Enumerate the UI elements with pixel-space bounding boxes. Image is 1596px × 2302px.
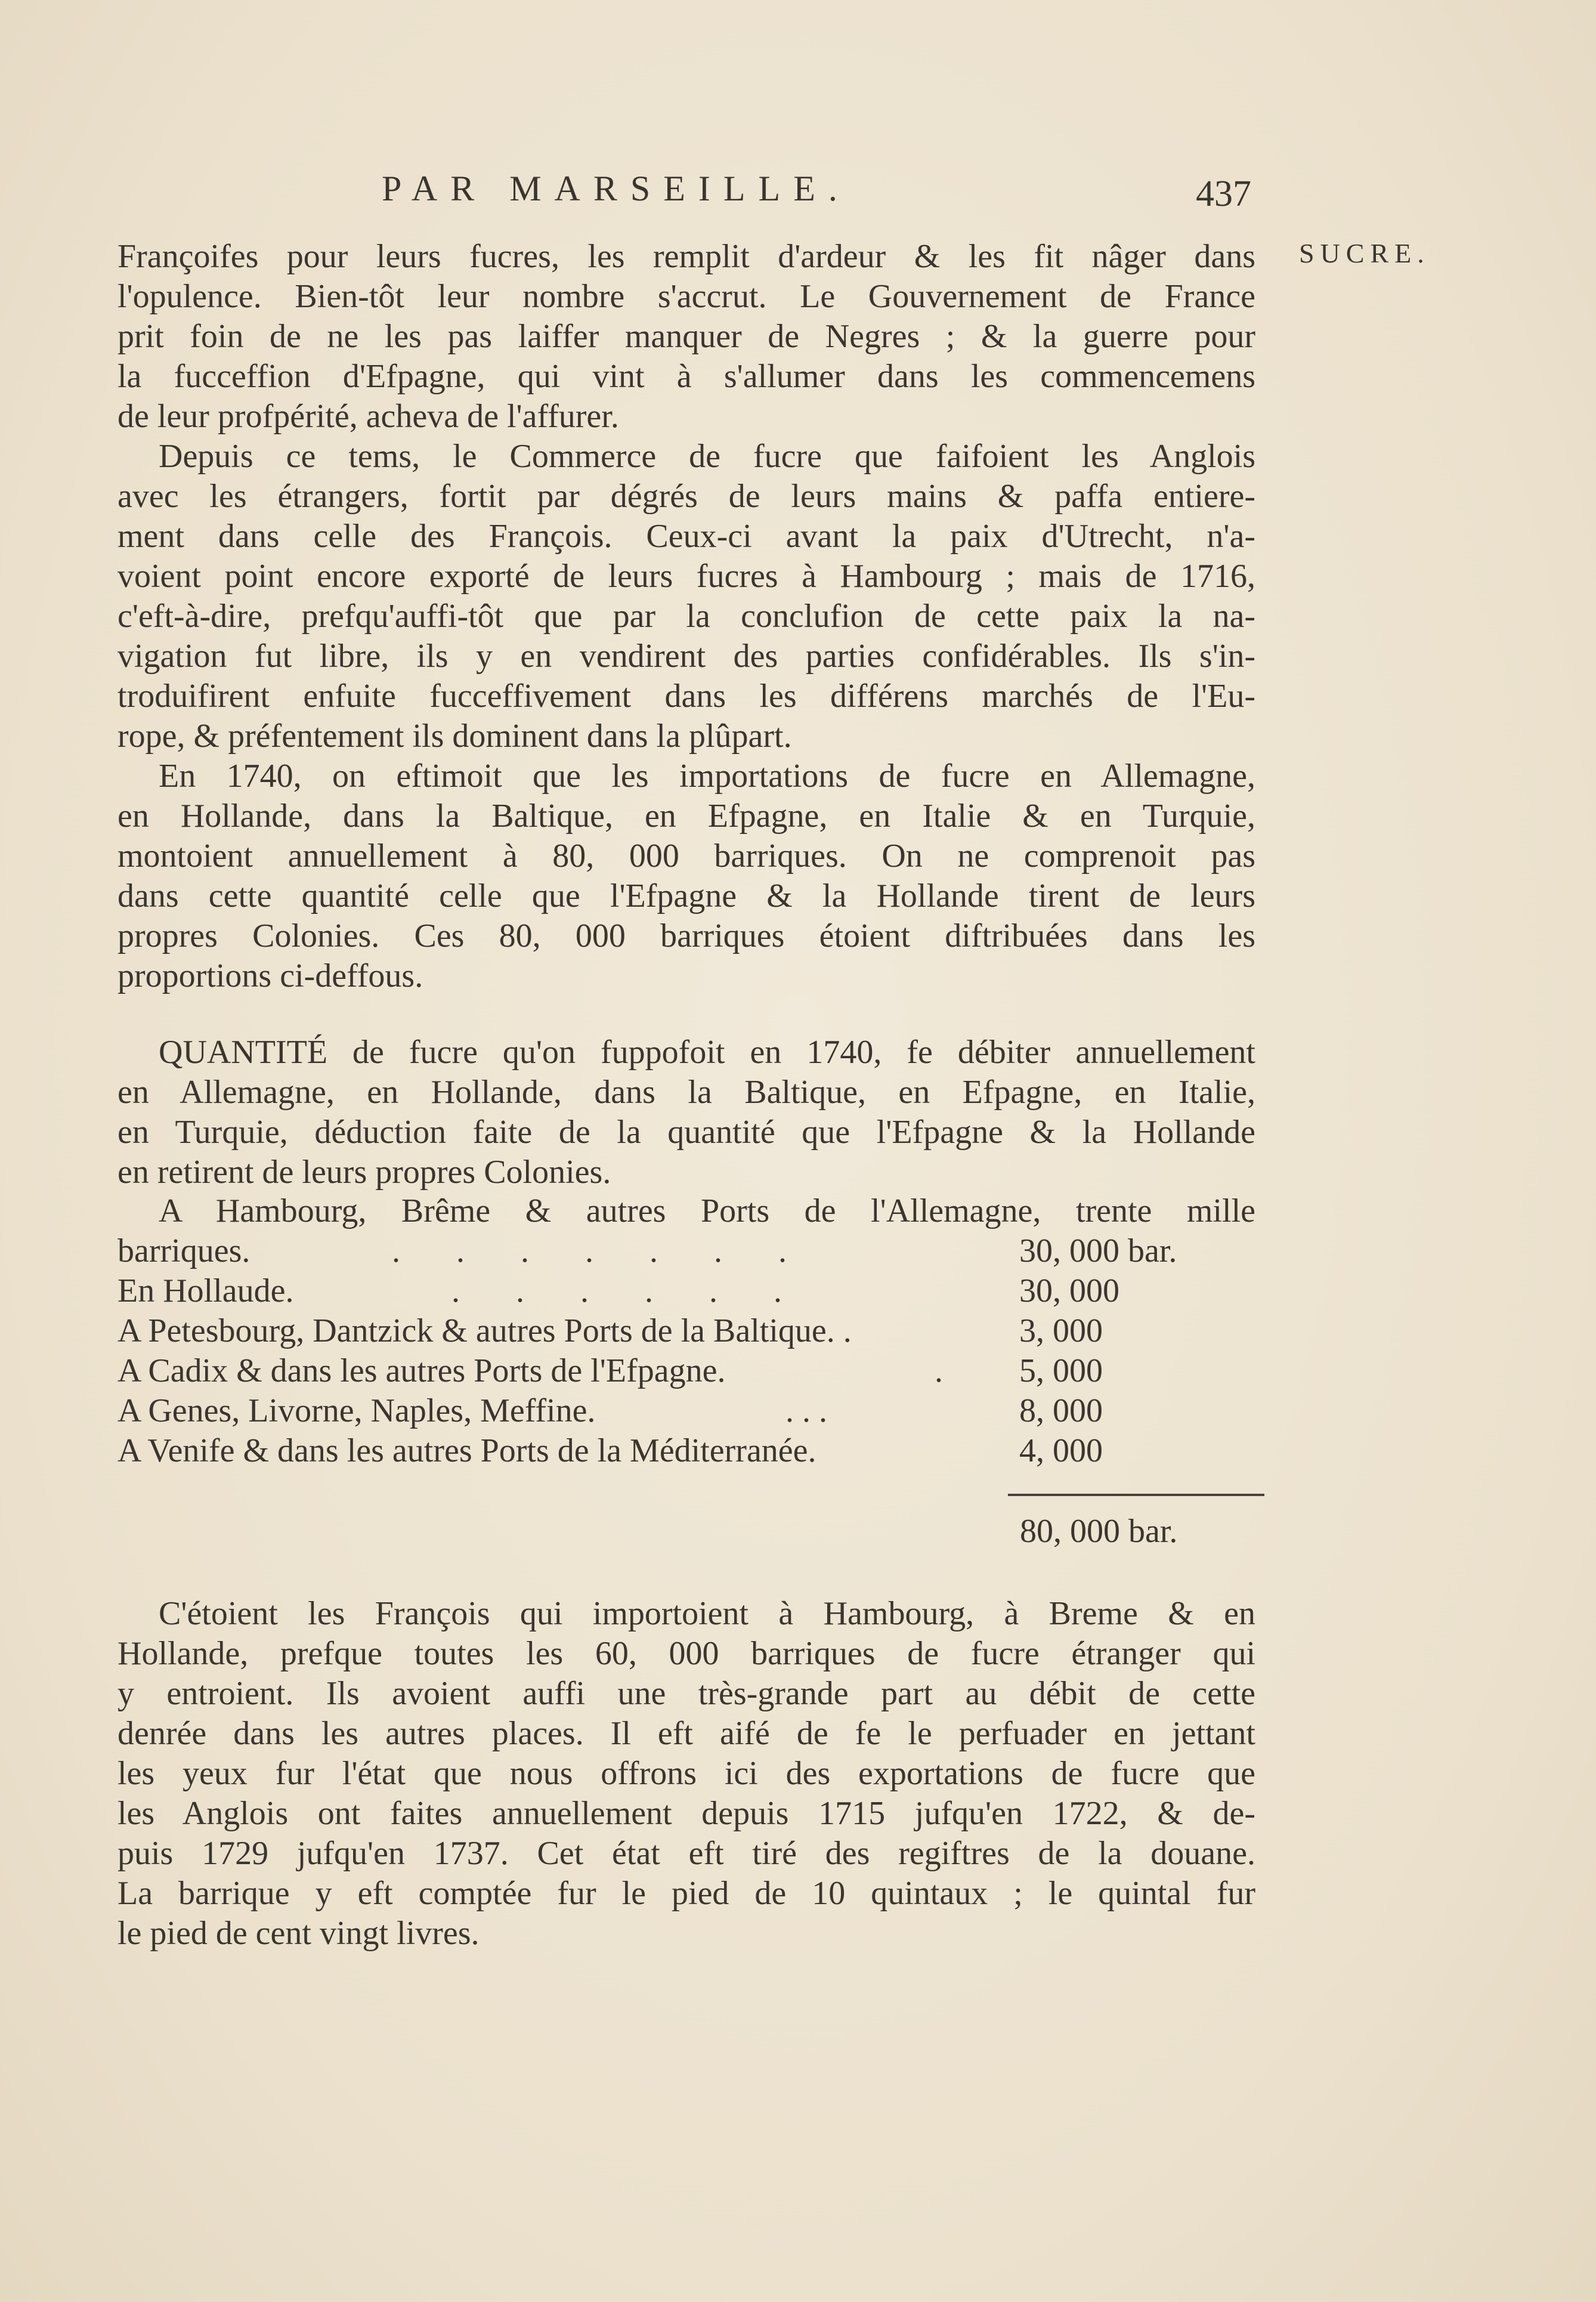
text-line: de leur profpérité, acheva de l'affurer. bbox=[117, 398, 619, 435]
text-line: en Allemagne, en Hollande, dans la Baltique, en Efpagne, en Italie, bbox=[117, 1074, 1255, 1111]
row-value: 3, 000 bbox=[1019, 1312, 1103, 1349]
text-line: les Anglois ont faites annuellement depuis 1715 jufqu'en 1722, & de- bbox=[117, 1795, 1255, 1832]
text-line: les yeux fur l'état que nous offrons ici des exportations de fucre que bbox=[117, 1755, 1255, 1792]
running-title: PAR MARSEILLE. bbox=[382, 169, 850, 208]
text-line: La barrique y eft comptée fur le pied de 10 quintaux ; le quintal fur bbox=[117, 1875, 1255, 1912]
table-title bbox=[117, 1033, 1255, 1192]
dot-leader: . . . . . . . bbox=[392, 1232, 811, 1269]
text-line: QUANTITÉ de fucre qu'on fuppofoit en 1740, fe débiter annuellement bbox=[159, 1034, 1255, 1071]
row-value: 30, 000 bbox=[1019, 1272, 1119, 1309]
text-line: y entroient. Ils avoient auffi une très-grande part au débit de cette bbox=[117, 1675, 1255, 1712]
row-value: 30, 000 bar. bbox=[1019, 1232, 1177, 1269]
table-row bbox=[117, 1271, 1255, 1311]
table-intro: A Hambourg, Brême & autres Ports de l'Allemagne, trente mille bbox=[159, 1192, 1255, 1229]
row-label: A Petesbourg, Dantzick & autres Ports de la Baltique. . bbox=[117, 1312, 852, 1349]
text-line: montoient annuellement à 80, 000 barriques. On ne comprenoit pas bbox=[117, 838, 1255, 875]
paragraph-4 bbox=[117, 1594, 1255, 1954]
text-line: troduifirent enfuite fucceffivement dans les différens marchés de l'Eu- bbox=[117, 678, 1255, 715]
text-line: en Hollande, dans la Baltique, en Efpagne, en Italie & en Turquie, bbox=[117, 798, 1255, 835]
row-label: barriques. bbox=[117, 1232, 250, 1269]
text-line: propres Colonies. Ces 80, 000 barriques étoient diftribuées dans les bbox=[117, 917, 1255, 954]
paragraph-3 bbox=[117, 756, 1255, 996]
text-line: en Turquie, déduction faite de la quantité que l'Efpagne & la Hollande bbox=[117, 1114, 1255, 1151]
text-line: voient point encore exporté de leurs fucres à Hambourg ; mais de 1716, bbox=[117, 558, 1255, 595]
text-line: prit foin de ne les pas laiffer manquer de Negres ; & la guerre pour bbox=[117, 318, 1255, 355]
dot-leader: . . . bbox=[785, 1392, 827, 1429]
text-line: en retirent de leurs propres Colonies. bbox=[117, 1154, 611, 1191]
dot-leader: . bbox=[935, 1352, 967, 1389]
text-line: ment dans celle des François. Ceux-ci avant la paix d'Utrecht, n'a- bbox=[117, 518, 1255, 555]
text-line: la fucceffion d'Efpagne, qui vint à s'allumer dans les commencemens bbox=[117, 358, 1255, 395]
sum-rule bbox=[1008, 1494, 1264, 1496]
row-label: A Genes, Livorne, Naples, Meffine. bbox=[117, 1392, 596, 1429]
text-line: vigation fut libre, ils y en vendirent des parties confidérables. Ils s'in- bbox=[117, 638, 1255, 675]
text-line: l'opulence. Bien-tôt leur nombre s'accrut. Le Gouvernement de France bbox=[117, 278, 1255, 315]
table-row bbox=[117, 1351, 1255, 1391]
text-line: Françoifes pour leurs fucres, les remplit d'ardeur & les fit nâger dans bbox=[117, 238, 1255, 275]
text-line: denrée dans les autres places. Il eft aifé de fe le perfuader en jettant bbox=[117, 1715, 1255, 1752]
table-row bbox=[117, 1231, 1255, 1271]
paragraph-2 bbox=[117, 437, 1255, 756]
row-value: 5, 000 bbox=[1019, 1352, 1103, 1389]
row-label: En Hollaude. bbox=[117, 1272, 294, 1309]
text-line: C'étoient les François qui importoient à Hambourg, à Breme & en bbox=[159, 1595, 1255, 1632]
text-line: avec les étrangers, fortit par dégrés de leurs mains & paffa entiere- bbox=[117, 478, 1255, 515]
quantity-table bbox=[117, 1191, 1255, 1471]
table-row bbox=[117, 1391, 1255, 1431]
table-total: 80, 000 bar. bbox=[1020, 1513, 1178, 1550]
row-value: 8, 000 bbox=[1019, 1392, 1103, 1429]
text-line: dans cette quantité celle que l'Efpagne & la Hollande tirent de leurs bbox=[117, 877, 1255, 914]
table-row bbox=[117, 1311, 1255, 1351]
text-line: le pied de cent vingt livres. bbox=[117, 1915, 480, 1952]
text-line: Depuis ce tems, le Commerce de fucre que faifoient les Anglois bbox=[159, 438, 1255, 475]
table-row bbox=[117, 1431, 1255, 1471]
text-line: Hollande, prefque toutes les 60, 000 barriques de fucre étranger qui bbox=[117, 1635, 1255, 1672]
text-line: proportions ci-deffous. bbox=[117, 957, 423, 994]
row-label: A Venife & dans les autres Ports de la Méditerranée. bbox=[117, 1432, 816, 1469]
text-line: c'eft-à-dire, prefqu'auffi-tôt que par la conclufion de cette paix la na- bbox=[117, 598, 1255, 635]
text-line: En 1740, on eftimoit que les importations de fucre en Allemagne, bbox=[159, 758, 1255, 795]
row-value: 4, 000 bbox=[1019, 1432, 1103, 1469]
text-line: puis 1729 jufqu'en 1737. Cet état eft tiré des regiftres de la douane. bbox=[117, 1835, 1255, 1872]
dot-leader: . . . . . . bbox=[451, 1272, 806, 1309]
text-line: rope, & préfentement ils dominent dans la plûpart. bbox=[117, 718, 792, 755]
row-label: A Cadix & dans les autres Ports de l'Efpagne. bbox=[117, 1352, 726, 1389]
margin-note: SUCRE. bbox=[1299, 238, 1430, 268]
paragraph-1 bbox=[117, 237, 1255, 437]
page-number: 437 bbox=[1196, 174, 1251, 214]
